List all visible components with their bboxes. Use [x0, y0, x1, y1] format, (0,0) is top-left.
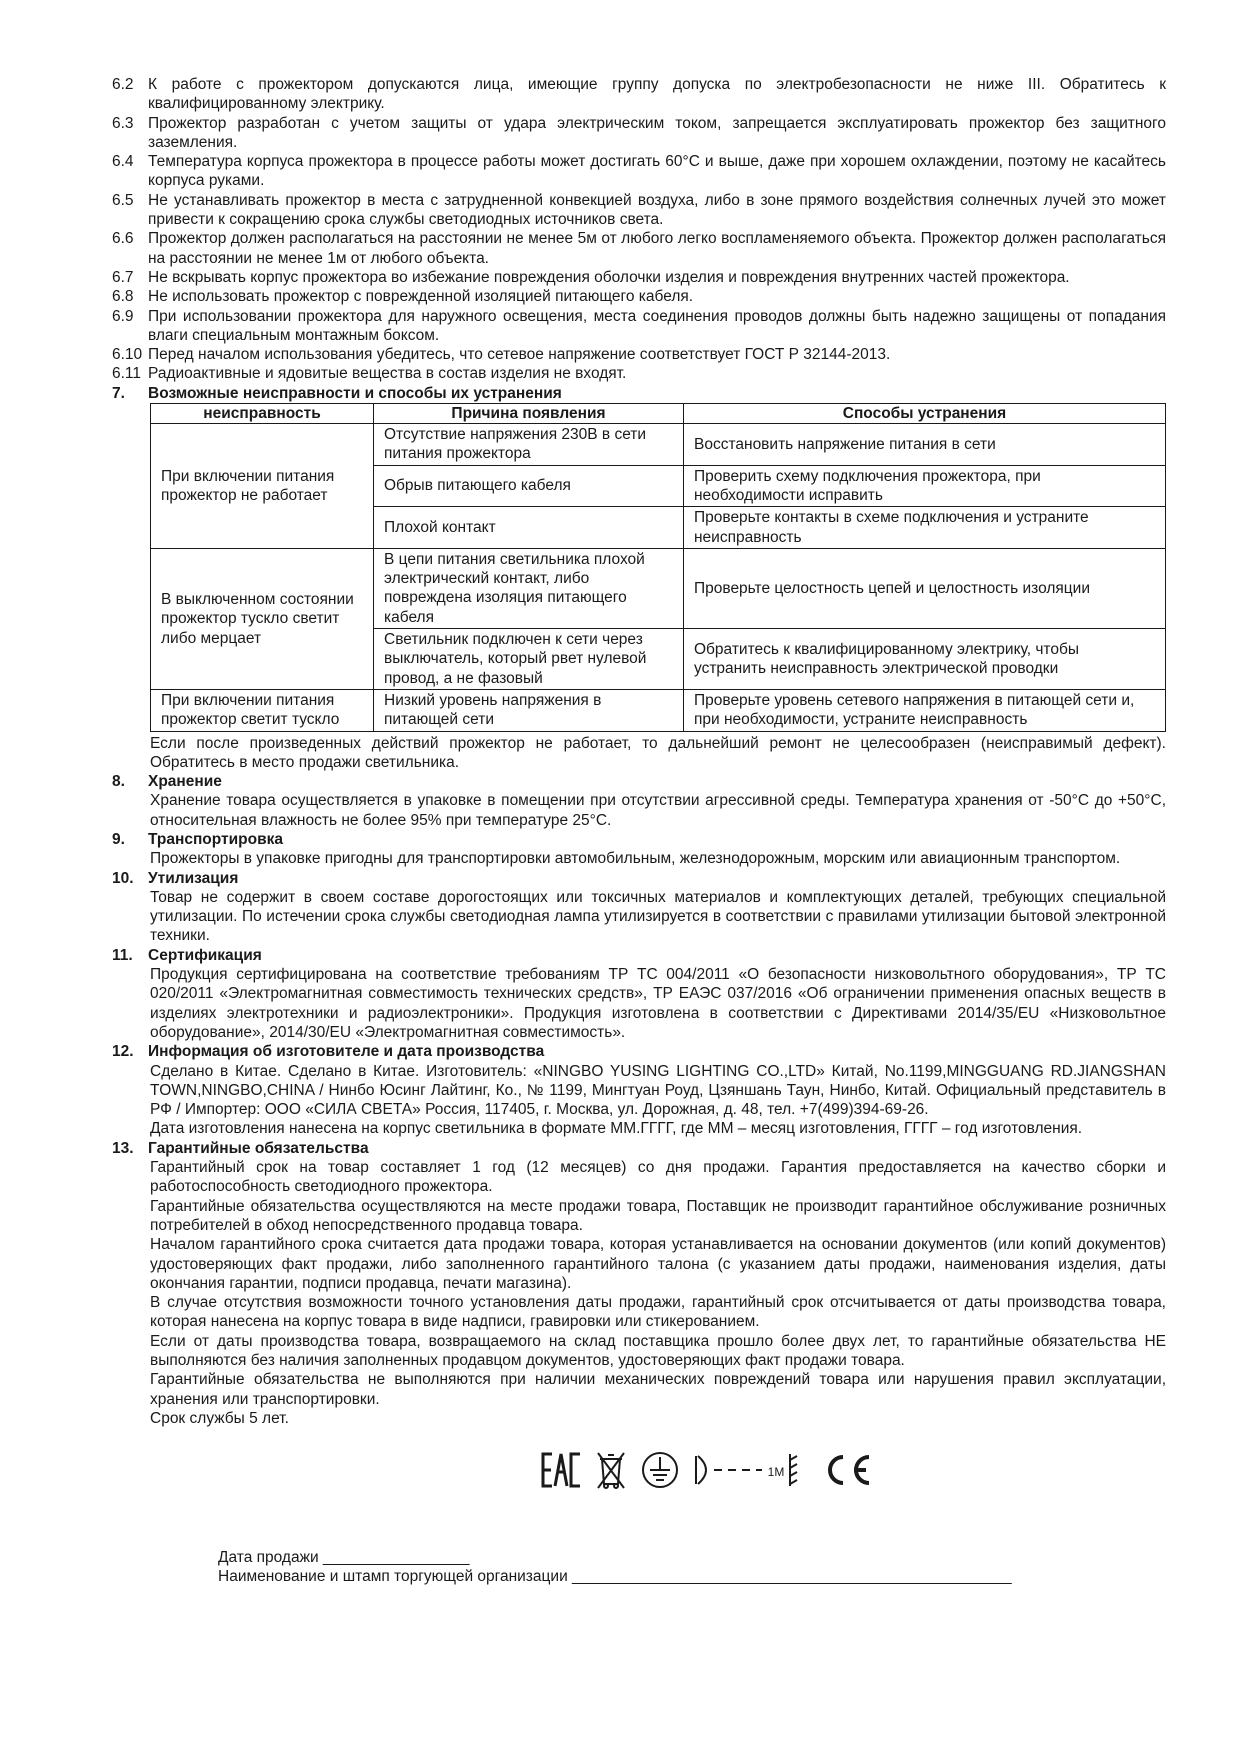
- item-text: Радиоактивные и ядовитые вещества в состав изделия не входят.: [148, 365, 627, 383]
- section-heading: [112, 1139, 1166, 1158]
- document-page: [112, 75, 1166, 1428]
- table-row: [151, 689, 1166, 731]
- section-title: Хранение: [148, 773, 222, 791]
- cause-cell: Светильник подключен к сети через выключатель, который рвет нулевой провод, а не фазовый: [374, 629, 684, 690]
- section-paragraph: Гарантийные обязательства осуществляются на месте продажи товара, Поставщик не производит гарантийное обслуживание розничных потребителей в обход непосредственного продавца товара.: [150, 1197, 1166, 1234]
- list-item: [112, 75, 1166, 114]
- section-title: Гарантийные обязательства: [148, 1139, 369, 1157]
- item-number: 6.6: [112, 230, 134, 248]
- fault-cell: При включении питания прожектор светит тускло: [151, 689, 374, 731]
- fault-cell: При включении питания прожектор не работает: [151, 424, 374, 549]
- fix-cell: Проверить схему подключения прожектора, при необходимости исправить: [684, 465, 1166, 507]
- item-text: Прожектор должен располагаться на расстоянии не менее 5м от любого легко воспламеняемого объекта. Прожектор должен располагаться на расстоянии не менее 1м от любого объекта.: [148, 230, 1166, 267]
- section-heading: [112, 772, 1166, 791]
- table-row: [151, 424, 1166, 466]
- section-paragraph: Продукция сертифицирована на соответствие требованиям ТР ТС 004/2011 «О безопасности низковольтного оборудования», ТР ТС 020/2011 «Электромагнитная совместимость технических средств», ТР ЕАЭС 037/2016 «Об ограничении применения опасных веществ в изделиях электротехники и радиоэлектроники». Продукция изготовлена в соответствии с Директивами 2014/35/EU «Низковольтное оборудование», 2014/30/EU «Электромагнитная совместимость».: [150, 966, 1166, 1041]
- section-7-note: Если после произведенных действий прожектор не работает, то дальнейший ремонт не целесообразен (неисправимый дефект). Обратитесь в место продажи светильника.: [150, 734, 1166, 771]
- list-item: [112, 307, 1166, 346]
- ground-symbol-icon: [640, 1450, 680, 1490]
- item-number: 6.11: [112, 365, 142, 383]
- item-text: Не вскрывать корпус прожектора во избежание повреждения оболочки изделия и повреждения внутренних частей прожектора.: [148, 268, 1070, 286]
- item-number: 6.7: [112, 268, 134, 286]
- item-number: 6.3: [112, 114, 134, 132]
- item-number: 6.8: [112, 288, 134, 306]
- list-item: [112, 287, 1166, 306]
- fix-cell: Проверьте уровень сетевого напряжения в питающей сети и, при необходимости, устраните неисправность: [684, 689, 1166, 731]
- cause-cell: Отсутствие напряжения 230В в сети питания прожектора: [374, 424, 684, 466]
- cause-cell: Плохой контакт: [374, 507, 684, 549]
- section-heading: [112, 1042, 1166, 1061]
- list-item: [112, 229, 1166, 268]
- certification-marks: [540, 1448, 873, 1492]
- section-paragraph: Срок службы 5 лет.: [150, 1409, 289, 1427]
- section-heading: [112, 830, 1166, 849]
- section-paragraph: Хранение товара осуществляется в упаковке в помещении при отсутствии агрессивной среды. Температура хранения от -50°С до +50°С, относительная влажность не более 95% при температуре 25°С.: [150, 792, 1166, 829]
- item-text: К работе с прожектором допускаются лица, имеющие группу допуска по электробезопасности не ниже III. Обратитесь к квалифицированному электрику.: [148, 76, 1166, 113]
- item-number: 6.10: [112, 346, 143, 364]
- item-text: Перед началом использования убедитесь, что сетевое напряжение соответствует ГОСТ Р 32144-2013.: [148, 346, 891, 364]
- item-number: 6.5: [112, 191, 134, 209]
- section-paragraph: Сделано в Китае. Сделано в Китае. Изготовитель: «NINGBO YUSING LIGHTING CO.,LTD» Китай, No.1199,MINGGUANG RD.JIANGSHAN TOWN,NINGBO,CHINA / Нинбо Юсинг Лайтинг, Ко., № 1199, Мингтуан Роуд, Цзяншань Таун, Нинбо, Китай. Официальный представитель в РФ / Импортер: ООО «СИЛА СВЕТА» Россия, 117405, г. Москва, ул. Дорожная, д. 48, тел. +7(499)394-69-26.: [150, 1062, 1166, 1119]
- list-item: [112, 114, 1166, 153]
- item-text: Температура корпуса прожектора в процессе работы может достигать 60°С и выше, даже при хорошем охлаждении, поэтому не касайтесь корпуса руками.: [148, 153, 1166, 190]
- sections-list: [112, 772, 1166, 1428]
- section-number: 8.: [112, 773, 125, 791]
- section-paragraph: Прожекторы в упаковке пригодны для транспортировки автомобильным, железнодорожным, морским или авиационным транспортом.: [150, 850, 1121, 868]
- section-paragraph: Дата изготовления нанесена на корпус светильника в формате ММ.ГГГГ, где ММ – месяц изготовления, ГГГГ – год изготовления.: [150, 1120, 1083, 1138]
- section-number: 12.: [112, 1043, 134, 1061]
- section-paragraph: Началом гарантийного срока считается дата продажи товара, которая устанавливается на основании документов (или копий документов) удостоверяющих факт продажи, либо заполненного гарантийного талона (с указанием даты продажи, наименования изделия, даты окончания гарантии, подписи продавца, печати магазина).: [150, 1236, 1166, 1292]
- fix-cell: Восстановить напряжение питания в сети: [684, 424, 1166, 466]
- list-item: [112, 345, 1166, 364]
- table-row: [151, 548, 1166, 628]
- safety-items-list: [112, 75, 1166, 384]
- section-heading: [112, 869, 1166, 888]
- fix-cell: Проверьте контакты в схеме подключения и устраните неисправность: [684, 507, 1166, 549]
- faults-table: [150, 403, 1166, 731]
- ce-mark-icon: [819, 1450, 873, 1490]
- item-text: Не устанавливать прожектор в места с затрудненной конвекцией воздуха, либо в зоне прямого воздействия солнечных лучей это может привести к сокращению срока службы светодиодных источников света.: [148, 191, 1166, 229]
- section-number: 9.: [112, 830, 125, 848]
- header-fault: неисправность: [151, 404, 374, 424]
- min-distance-icon: [692, 1450, 807, 1490]
- header-fix: Способы устранения: [684, 404, 1166, 424]
- section-number: 10.: [112, 869, 134, 887]
- weee-bin-icon: [594, 1450, 628, 1490]
- eac-mark-icon: [540, 1450, 582, 1490]
- item-number: 6.9: [112, 307, 134, 325]
- section-heading: [112, 946, 1166, 965]
- item-text: Не использовать прожектор с поврежденной изоляцией питающего кабеля.: [148, 288, 694, 306]
- item-text: Прожектор разработан с учетом защиты от удара электрическим током, запрещается эксплуатировать прожектор без защитного заземления.: [148, 114, 1166, 151]
- section-7-heading: 7. Возможные неисправности и способы их устранения: [112, 384, 562, 402]
- item-number: 6.4: [112, 153, 134, 171]
- section-paragraph: Гарантийные обязательства не выполняются при наличии механических повреждений товара или нарушения правил эксплуатации, хранения или транспортировки.: [150, 1371, 1166, 1408]
- section-paragraph: Если от даты производства товара, возвращаемого на склад поставщика прошло более двух лет, то гарантийные обязательства НЕ выполняются без наличия заполненных продавцом документов, удостоверяющих факт продажи товара.: [150, 1332, 1166, 1369]
- section-paragraph: Товар не содержит в своем составе дорогостоящих или токсичных материалов и комплектующих деталей, требующих специальной утилизации. По истечении срока службы светодиодная лампа утилизируется в соответствии с правилами утилизации бытовой электронной техники.: [150, 888, 1166, 945]
- fix-cell: Проверьте целостность цепей и целостность изоляции: [684, 548, 1166, 628]
- cause-cell: Низкий уровень напряжения в питающей сети: [374, 689, 684, 731]
- table-header-row: [151, 404, 1166, 424]
- header-cause: Причина появления: [374, 404, 684, 424]
- fix-cell: Обратитесь к квалифицированному электрику, чтобы устранить неисправность электрической проводки: [684, 629, 1166, 690]
- section-title: Утилизация: [148, 869, 239, 887]
- fault-cell: В выключенном состоянии прожектор тускло светит либо мерцает: [151, 548, 374, 689]
- section-title: Сертификация: [148, 946, 262, 964]
- list-item: [112, 152, 1166, 191]
- sale-footer: [218, 1548, 1012, 1586]
- list-item: [112, 191, 1166, 230]
- section-title: Информация об изготовителе и дата производства: [148, 1043, 545, 1061]
- section-paragraph: В случае отсутствия возможности точного установления даты продажи, гарантийный срок отсчитывается от даты производства товара, которая нанесена на корпус товара в виде надписи, гравировки или стикерованием.: [150, 1294, 1166, 1331]
- list-item: [112, 268, 1166, 287]
- cause-cell: В цепи питания светильника плохой электрический контакт, либо повреждена изоляция питающего кабеля: [374, 548, 684, 628]
- distance-label: 1M: [767, 1465, 785, 1479]
- section-number: 13.: [112, 1139, 134, 1157]
- section-title: Транспортировка: [148, 830, 284, 848]
- item-text: При использовании прожектора для наружного освещения, места соединения проводов должны быть надежно защищены от попадания влаги специальным монтажным боксом.: [148, 307, 1166, 344]
- item-number: 6.2: [112, 76, 134, 93]
- cause-cell: Обрыв питающего кабеля: [374, 465, 684, 507]
- list-item: [112, 364, 1166, 383]
- sale-date-field: Дата продажи _________________: [218, 1549, 470, 1566]
- trade-org-field: Наименование и штамп торгующей организации ___________________________________________________: [218, 1568, 1012, 1585]
- section-number: 11.: [112, 946, 133, 964]
- section-paragraph: Гарантийный срок на товар составляет 1 год (12 месяцев) со дня продажи. Гарантия предоставляется на качество сборки и работоспособность светодиодного прожектора.: [150, 1159, 1166, 1196]
